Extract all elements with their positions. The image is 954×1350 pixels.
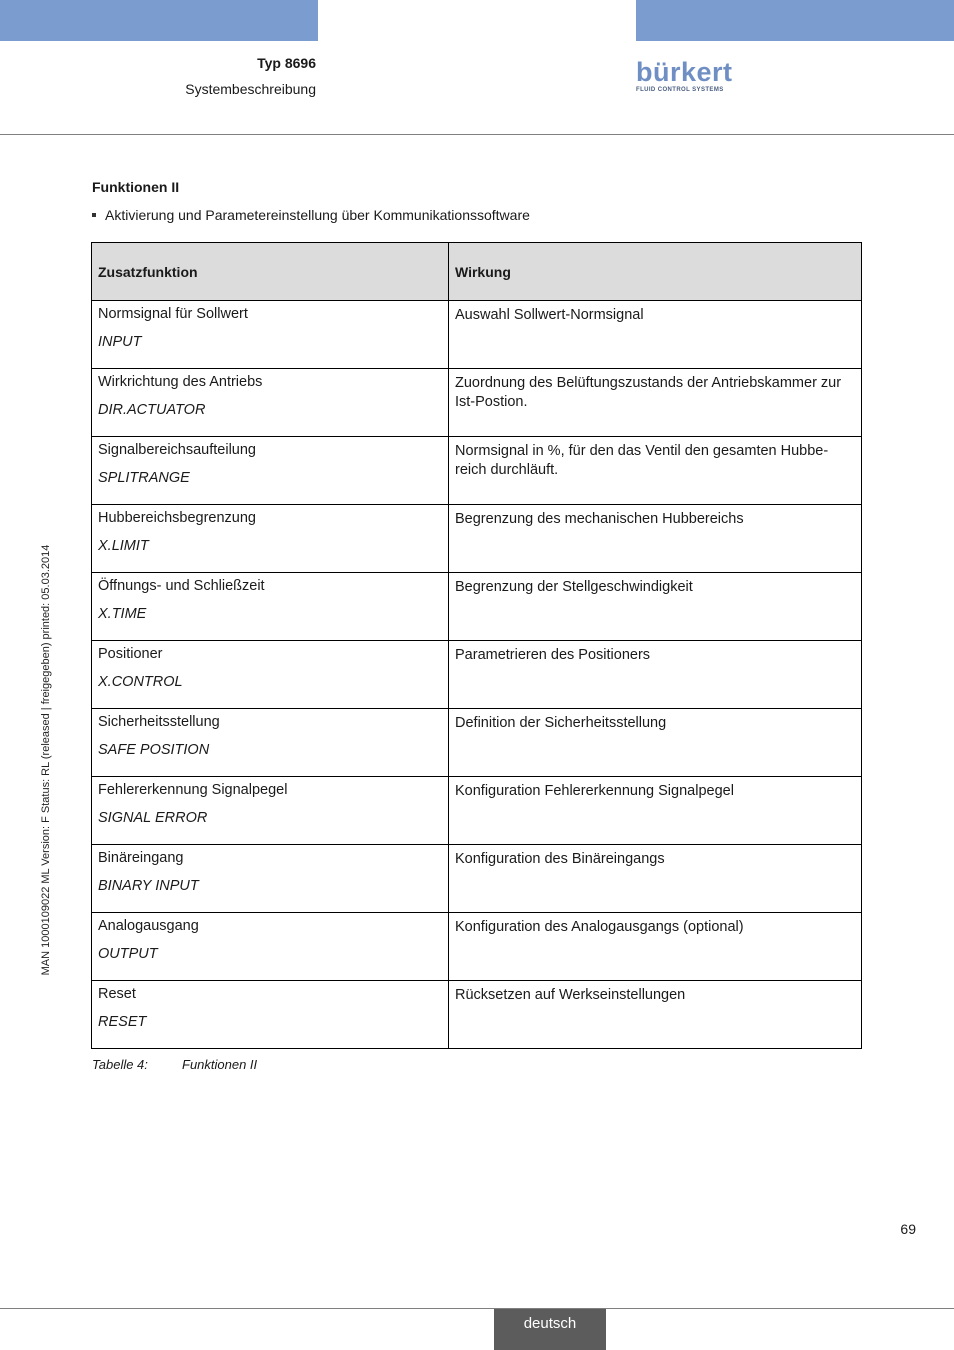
effect-cell [449, 641, 862, 709]
function-code: X.TIME [98, 606, 147, 622]
table-body [92, 301, 862, 1049]
table-row [92, 369, 862, 437]
function-cell [92, 505, 449, 573]
function-code: SPLITRANGE [98, 470, 190, 486]
table-row [92, 777, 862, 845]
function-code: INPUT [98, 334, 142, 350]
function-name: Fehlererkennung Signalpegel [98, 782, 288, 798]
effect-cell [449, 505, 862, 573]
effect-cell [449, 437, 862, 505]
table-header-row [92, 243, 862, 301]
function-name: Binäreingang [98, 850, 184, 866]
logo-tagline: FLUID CONTROL SYSTEMS [636, 87, 724, 93]
function-code: RESET [98, 1014, 147, 1030]
effect-cell [449, 573, 862, 641]
table-row [92, 641, 862, 709]
table-row [92, 573, 862, 641]
functions-table [91, 242, 862, 1049]
document-metadata-vertical: MAN 1000109022 ML Version: F Status: RL (released | freigegeben) printed: 05.03.2014 [40, 544, 52, 976]
function-code: DIR.ACTUATOR [98, 402, 206, 418]
function-cell [92, 845, 449, 913]
function-name: Sicherheitsstellung [98, 714, 220, 730]
function-name: Positioner [98, 646, 163, 662]
function-effect: Begrenzung der Stellgeschwindigkeit [455, 579, 693, 595]
document-type: Typ 8696 [257, 55, 316, 71]
function-effect: Definition der Sicherheitsstellung [455, 715, 667, 731]
table-row [92, 845, 862, 913]
function-name: Hubbereichsbegrenzung [98, 510, 256, 526]
function-effect: Zuordnung des Belüftungszustands der Antriebskammer zur Ist-Postion. [455, 375, 842, 410]
burkert-logo [636, 58, 736, 93]
column-header-function: Zusatzfunktion [92, 243, 449, 301]
function-effect: Normsignal in %, für den das Ventil den gesamten Hubbe-reich durchläuft. [455, 443, 829, 478]
bullet-marker [92, 213, 96, 217]
header-divider [0, 134, 954, 135]
page-number: 69 [900, 1221, 916, 1237]
footer-divider [0, 1308, 954, 1309]
table-row [92, 709, 862, 777]
effect-cell [449, 981, 862, 1049]
section-title: Funktionen II [92, 179, 180, 195]
function-effect: Parametrieren des Positioners [455, 647, 651, 663]
function-cell [92, 369, 449, 437]
function-effect: Rücksetzen auf Werkseinstellungen [455, 987, 686, 1003]
table-row [92, 981, 862, 1049]
caption-text: Funktionen II [182, 1057, 258, 1072]
function-code: X.LIMIT [98, 538, 149, 554]
function-cell [92, 437, 449, 505]
table-row [92, 437, 862, 505]
function-code: SIGNAL ERROR [98, 810, 208, 826]
header-accent-bar-left [0, 0, 318, 41]
table-row [92, 505, 862, 573]
function-effect: Begrenzung des mechanischen Hubbereichs [455, 511, 744, 527]
function-effect: Konfiguration des Analogausgangs (optional) [455, 919, 744, 935]
function-cell [92, 913, 449, 981]
function-cell [92, 777, 449, 845]
effect-cell [449, 913, 862, 981]
function-code: X.CONTROL [98, 674, 183, 690]
function-effect: Auswahl Sollwert-Normsignal [455, 307, 644, 323]
function-cell [92, 301, 449, 369]
language-tab: deutsch [494, 1309, 606, 1350]
function-cell [92, 573, 449, 641]
function-cell [92, 709, 449, 777]
function-name: Analogausgang [98, 918, 199, 934]
function-name: Signalbereichsaufteilung [98, 442, 256, 458]
column-header-effect: Wirkung [449, 243, 862, 301]
function-effect: Konfiguration Fehlererkennung Signalpegel [455, 783, 734, 799]
effect-cell [449, 777, 862, 845]
logo-wordmark: bürkert [636, 57, 733, 87]
header-accent-bar-right [636, 0, 954, 41]
bullet-text: Aktivierung und Parametereinstellung über Kommunikationssoftware [105, 207, 530, 223]
function-code: OUTPUT [98, 946, 158, 962]
bullet-item [92, 207, 530, 223]
caption-number: Tabelle 4: [92, 1057, 148, 1072]
function-name: Wirkrichtung des Antriebs [98, 374, 263, 390]
function-effect: Konfiguration des Binäreingangs [455, 851, 665, 867]
effect-cell [449, 369, 862, 437]
function-name: Öffnungs- und Schließzeit [98, 578, 265, 594]
function-cell [92, 981, 449, 1049]
function-code: SAFE POSITION [98, 742, 210, 758]
effect-cell [449, 709, 862, 777]
function-code: BINARY INPUT [98, 878, 199, 894]
table-caption [92, 1057, 257, 1072]
table-row [92, 913, 862, 981]
function-name: Reset [98, 986, 136, 1002]
function-cell [92, 641, 449, 709]
effect-cell [449, 845, 862, 913]
function-name: Normsignal für Sollwert [98, 306, 248, 322]
document-subtitle: Systembeschreibung [185, 81, 316, 97]
effect-cell [449, 301, 862, 369]
table-row [92, 301, 862, 369]
